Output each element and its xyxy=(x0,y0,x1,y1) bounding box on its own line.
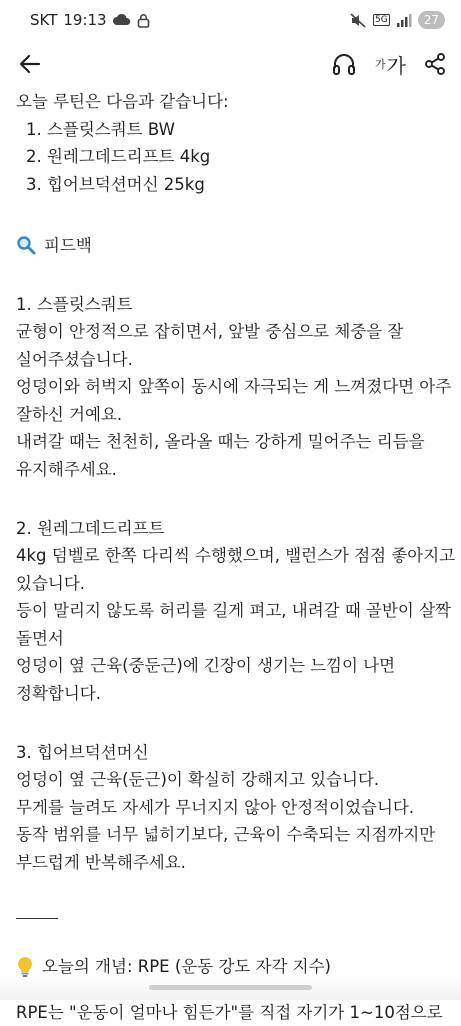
routine-item: 1. 스플릿스쿼트 BW xyxy=(16,116,456,144)
routine-intro: 오늘 루틴은 다음과 같습니다: xyxy=(16,88,456,116)
section-line: 있습니다. xyxy=(16,570,456,598)
feedback-heading-text: 피드백 xyxy=(44,232,92,260)
back-button[interactable] xyxy=(18,44,42,84)
section-line: 유지해주세요. xyxy=(16,456,456,484)
gesture-handle[interactable] xyxy=(149,985,312,990)
section-line: 4kg 덤벨로 한쪽 다리씩 수행했으며, 밸런스가 점점 좋아지고 xyxy=(16,542,456,570)
network-type-badge: 5G xyxy=(373,14,390,26)
arrow-left-icon xyxy=(18,52,42,76)
listen-button[interactable] xyxy=(331,44,357,84)
mute-icon xyxy=(350,13,367,28)
divider xyxy=(16,918,58,919)
section-line: 정확합니다. xyxy=(16,680,456,708)
font-size-button[interactable] xyxy=(375,44,405,84)
section-line: 내려갈 때는 천천히, 올라올 때는 강하게 밀어주는 리듬을 xyxy=(16,428,456,456)
section-line: 동작 범위를 너무 넓히기보다, 근육이 수축되는 지점까지만 xyxy=(16,821,456,849)
battery-indicator: 27 xyxy=(418,11,445,29)
section-line: 등이 말리지 않도록 허리를 길게 펴고, 내려갈 때 골반이 살짝 xyxy=(16,597,456,625)
lock-icon xyxy=(137,13,150,28)
font-size-large-label: 가 xyxy=(387,50,405,79)
font-size-small-label: 가 xyxy=(375,56,385,72)
section-line: 잘하신 거예요. xyxy=(16,401,456,429)
section-line: 엉덩이와 허벅지 앞쪽이 동시에 자극되는 게 느껴졌다면 아주 xyxy=(16,373,456,401)
section-title: 3. 힙어브덕션머신 xyxy=(16,739,456,767)
cutoff-line: RPE는 "운동이 얼마나 힘든가"를 직접 자기가 1~10점으로 xyxy=(16,999,456,1026)
section-line: 엉덩이 옆 근육(중둔근)에 긴장이 생기는 느낌이 나면 xyxy=(16,652,456,680)
signal-icon xyxy=(396,13,412,27)
headphones-icon xyxy=(331,51,357,77)
section-line: 엉덩이 옆 근육(둔근)이 확실히 강해지고 있습니다. xyxy=(16,766,456,794)
routine-item: 2. 원레그데드리프트 4kg xyxy=(16,143,456,171)
carrier-label: SKT xyxy=(30,11,57,29)
section-line: 균형이 안정적으로 잡히면서, 앞발 중심으로 체중을 잘 xyxy=(16,318,456,346)
magnifier-icon xyxy=(16,235,36,255)
section-title: 1. 스플릿스쿼트 xyxy=(16,291,456,319)
concept-heading-text: 오늘의 개념: RPE (운동 강도 자각 지수) xyxy=(42,953,331,981)
section-line: 무게를 늘려도 자세가 무너지지 않아 안정적이었습니다. xyxy=(16,794,456,822)
section-line: 부드럽게 반복해주세요. xyxy=(16,849,456,877)
cloud-sync-icon xyxy=(113,13,131,27)
section-line: 실어주셨습니다. xyxy=(16,346,456,374)
message-body xyxy=(16,88,456,1026)
routine-item: 3. 힙어브덕션머신 25kg xyxy=(16,171,456,199)
share-icon xyxy=(423,52,447,76)
top-toolbar xyxy=(0,40,461,88)
section-line: 돌면서 xyxy=(16,625,456,653)
share-button[interactable] xyxy=(423,44,447,84)
section-title: 2. 원레그데드리프트 xyxy=(16,515,456,543)
status-bar xyxy=(0,0,461,40)
lightbulb-icon xyxy=(16,956,34,978)
clock: 19:13 xyxy=(63,11,106,29)
feedback-heading xyxy=(16,232,456,260)
